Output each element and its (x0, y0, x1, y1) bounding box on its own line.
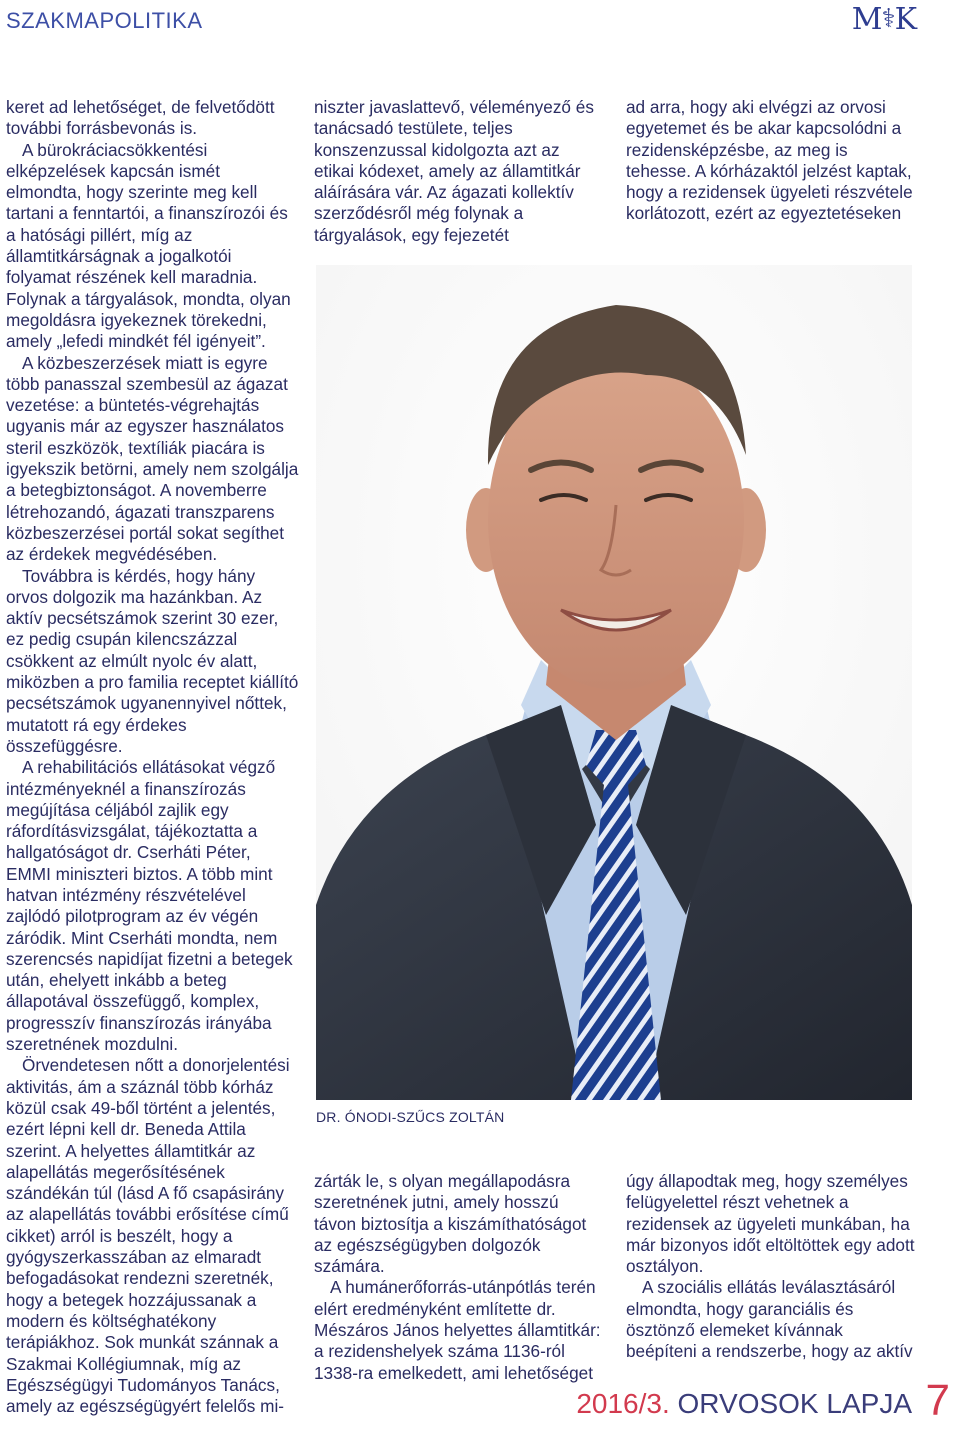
paragraph: keret ad lehetőséget, de felvetődött további forrásbevonás is. (6, 97, 275, 139)
paragraph: A humánerőforrás-utánpótlás terén elért eredményként említette dr. Mészáros János helyettes államtitkár: a rezidenshelyek száma 1136-ról 1338-ra emelkedett, ami lehetőséget (314, 1277, 601, 1383)
article-column-2-top (314, 97, 604, 246)
section-title: SZAKMAPOLITIKA (6, 8, 203, 33)
magazine-logo (852, 2, 916, 37)
article-column-3-top (626, 97, 916, 225)
magazine-name: ORVOSOK LAPJA (677, 1388, 912, 1419)
portrait-illustration (316, 265, 912, 1100)
article-column-1 (6, 97, 299, 1417)
article-column-2-bottom (314, 1171, 604, 1384)
issue-number: 2016/3. (576, 1388, 670, 1419)
photo-caption: DR. ÓNODI-SZŰCS ZOLTÁN (316, 1109, 505, 1125)
paragraph: A szociális ellátás leválasztásáról elmondta, hogy garanciális és ösztönző elemeket kívánnak beépíteni a rendszerbe, hogy az aktív (626, 1277, 913, 1362)
paragraph: Továbbra is kérdés, hogy hány orvos dolgozik ma hazánkban. Az aktív pecsétszámok szerint 30 ezer, ez pedig csupán kilencszázzal csökkent az elmúlt nyolc év alatt, miközben a pro familia receptet kiállító pecsétszámok ugyanennyivel nőttek, mutatott rá egy érdekes összefüggésre. (6, 565, 299, 756)
article-column-3-bottom (626, 1171, 916, 1363)
logo-letter-k: K (894, 2, 916, 37)
paragraph: Örvendetesen nőtt a donorjelentési aktivitás, ám a száznál több kórház közül csak 49-ből történt a jelentés, ezért lépni kell dr. Beneda Attila szerint. A helyettes államtitkár az alapellátás megerősítésének szándékán túl (lásd A fő csapásirány az alapellátás további erősítése című cikket) arról is beszélt, hogy a gyógyszerkasszában az elmaradt befogadásokat rendezni szeretnék, hogy a betegek hozzájussanak a modern és költséghatékony terápiákhoz. Sok munkát szánnak a Szakmai Kollégiumnak, míg az Egészségügyi Tudományos Tanács, amely az egészségügyért felelős mi- (6, 1055, 290, 1417)
page-number: 7 (925, 1376, 950, 1425)
caduceus-icon: ⚕ (881, 4, 895, 34)
portrait-photo (316, 265, 912, 1100)
paragraph: ad arra, hogy aki elvégzi az orvosi egyetemet és be akar kapcsolódni a rezidensképzésbe, az meg is tehesse. A kórházaktól jelzést kaptak, hogy a rezidensek ügyeleti részvétele korlátozott, ezért az egyeztetéseken (626, 97, 913, 224)
footer-issue-line (576, 1388, 912, 1420)
paragraph: zárták le, s olyan megállapodásra szeretnének jutni, amely hosszú távon biztosítja a kiszámíthatóságot az egészségügyben dolgozók számára. (314, 1171, 587, 1277)
paragraph: úgy állapodtak meg, hogy személyes felügyelettel részt vehetnek a rezidensek az ügyeleti munkában, ha már bizonyos időt eltöltöttek egy adott osztályon. (626, 1171, 915, 1277)
paragraph: niszter javaslattevő, véleményező és tanácsadó testülete, teljes konszenzussal kidolgozta azt az etikai kódexet, amely az államtitkár aláírására vár. Az ágazati kollektív szerződésről még folynak a tárgyalások, egy fejezetét (314, 97, 594, 245)
paragraph: A bürokráciacsökkentési elképzelések kapcsán ismét elmondta, hogy szerinte meg kell tartani a fenntartói, a finanszírozói és a hatósági pillért, míg az államtitkárságnak a jogalkotói folyamat részének kell maradnia. Folynak a tárgyalások, mondta, olyan megoldásra igyekeznek törekedni, amely „lefedi mindkét fél igényeit”. (6, 139, 291, 352)
paragraph: A közbeszerzések miatt is egyre több panasszal szembesül az ágazat vezetése: a büntetés-végrehajtás ugyanis már az egyszer használatos steril eszközök, textíliák piacára is igyekszik betörni, amely nem szolgálja a betegbiztonságot. A novemberre létrehozandó, ágazati transzparens közbeszerzései portál sokat segíthet az érdekek megvédésében. (6, 352, 299, 565)
logo-letter-m: M (851, 2, 882, 37)
paragraph: A rehabilitációs ellátásokat végző intézményeknél a finanszírozás megújítása céljából zajlik egy ráfordításvizsgálat, tájékoztatta a hallgatóságot dr. Cserháti Péter, EMMI miniszteri biztos. A több mint hatvan intézmény részvételével zajlódó pilotprogram az év végén záródik. Mint Cserháti mondta, nem szerencsés napidíjat fizetni a betegek után, ehelyett inkább a beteg állapotával összefüggő, komplex, progresszív finanszírozás irányába szeretnének mozdulni. (6, 757, 293, 1055)
